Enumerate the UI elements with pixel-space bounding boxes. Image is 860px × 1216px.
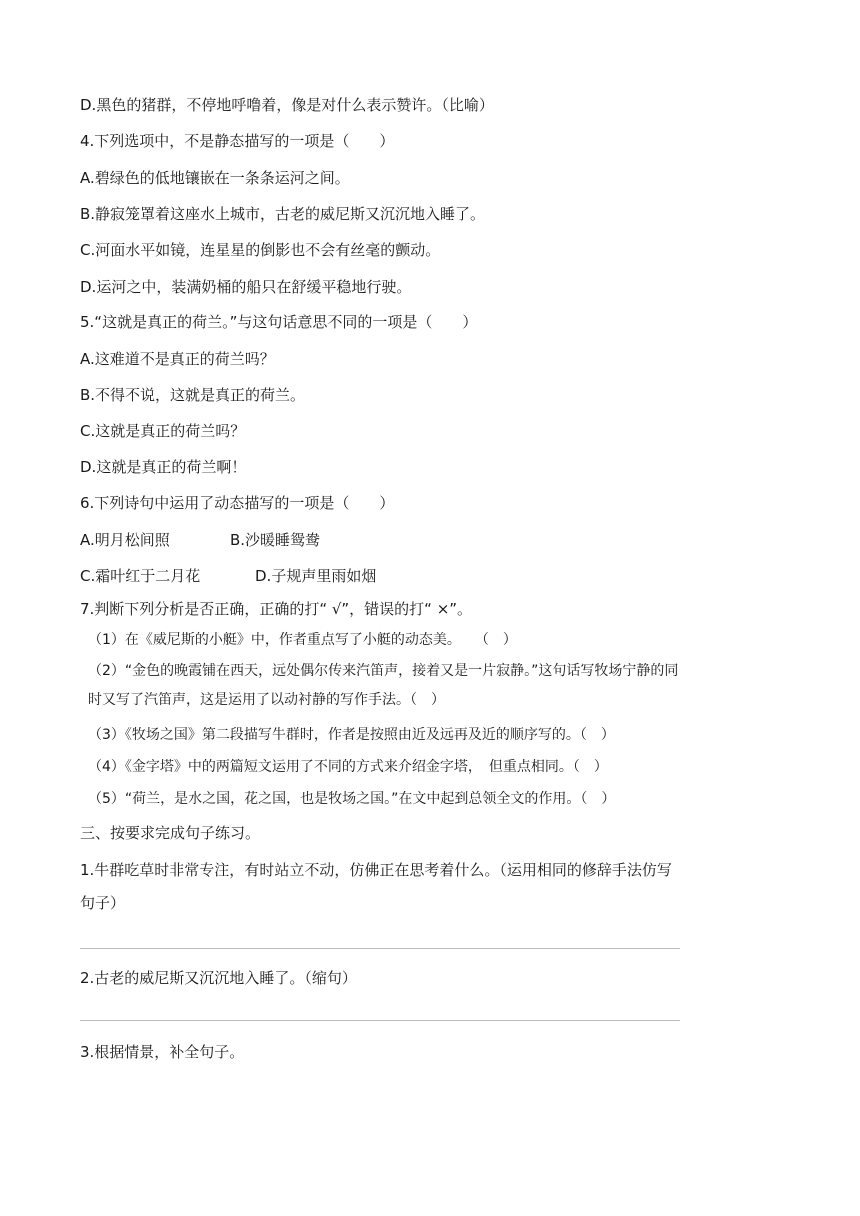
q4-option-a: A.碧绿色的低地镶嵌在一条条运河之间。	[80, 169, 350, 187]
q5-option-c: C.这就是真正的荷兰吗？	[80, 422, 246, 440]
q7-stem: 7.判断下列分析是否正确，正确的打“ √”，错误的打“ ×”。	[80, 600, 473, 618]
q4-option-b: B.静寂笼罩着这座水上城市，古老的威尼斯又沉沉地入睡了。	[80, 205, 486, 223]
q7-item-2-line-1: （2）“金色的晚霞铺在西天，远处偶尔传来汽笛声，接着又是一片寂静。”这句话写牧场宁静的同	[88, 663, 679, 679]
q6-option-b: B.沙暖睡鸳鸯	[230, 531, 321, 549]
q6-options-row-1	[80, 530, 320, 550]
q6-options-row-2	[80, 566, 376, 586]
s3-q1-line-1: 1.牛群吃草时非常专注，有时站立不动，仿佛正在思考着什么。（运用相同的修辞手法仿写	[80, 861, 672, 879]
q3-option-d: D.黑色的猪群，不停地呼噜着，像是对什么表示赞许。（比喻）	[80, 96, 494, 114]
q6-option-d: D.子规声里雨如烟	[255, 567, 377, 585]
q5-option-a: A.这难道不是真正的荷兰吗？	[80, 350, 275, 368]
q6-option-c: C.霜叶红于二月花	[80, 567, 201, 585]
q5-option-d: D.这就是真正的荷兰啊！	[80, 458, 247, 476]
q4-option-c: C.河面水平如镜，连星星的倒影也不会有丝毫的颤动。	[80, 241, 441, 259]
section-3-title: 三、按要求完成句子练习。	[80, 824, 261, 842]
q7-item-2-line-2: 时又写了汽笛声，这是运用了以动衬静的写作手法。（ ）	[88, 692, 445, 708]
q6-option-a: A.明月松间照	[80, 531, 170, 549]
s3-q3: 3.根据情景，补全句子。	[80, 1043, 245, 1061]
q7-item-1: （1）在《威尼斯的小艇》中，作者重点写了小艇的动态美。 （ ）	[88, 632, 517, 648]
s3-q1-line-2: 句子）	[80, 894, 126, 912]
q4-stem: 4.下列选项中，不是静态描写的一项是（ ）	[80, 132, 395, 150]
s3-q2-answer-line	[80, 1020, 680, 1021]
q6-stem: 6.下列诗句中运用了动态描写的一项是（ ）	[80, 494, 395, 512]
s3-q2: 2.古老的威尼斯又沉沉地入睡了。（缩句）	[80, 969, 357, 987]
q4-option-d: D.运河之中，装满奶桶的船只在舒缓平稳地行驶。	[80, 278, 412, 296]
q7-item-4: （4）《金字塔》中的两篇短文运用了不同的方式来介绍金字塔， 但重点相同。（ ）	[88, 759, 608, 775]
q7-item-5: （5）“荷兰，是水之国，花之国，也是牧场之国。”在文中起到总领全文的作用。（ ）	[88, 791, 616, 807]
q5-stem: 5.“这就是真正的荷兰。”与这句话意思不同的一项是（ ）	[80, 313, 478, 331]
s3-q1-answer-line	[80, 948, 680, 949]
q7-item-3: （3）《牧场之国》第二段描写牛群时，作者是按照由近及远再及近的顺序写的。（ ）	[88, 727, 615, 743]
q5-option-b: B.不得不说，这就是真正的荷兰。	[80, 386, 306, 404]
